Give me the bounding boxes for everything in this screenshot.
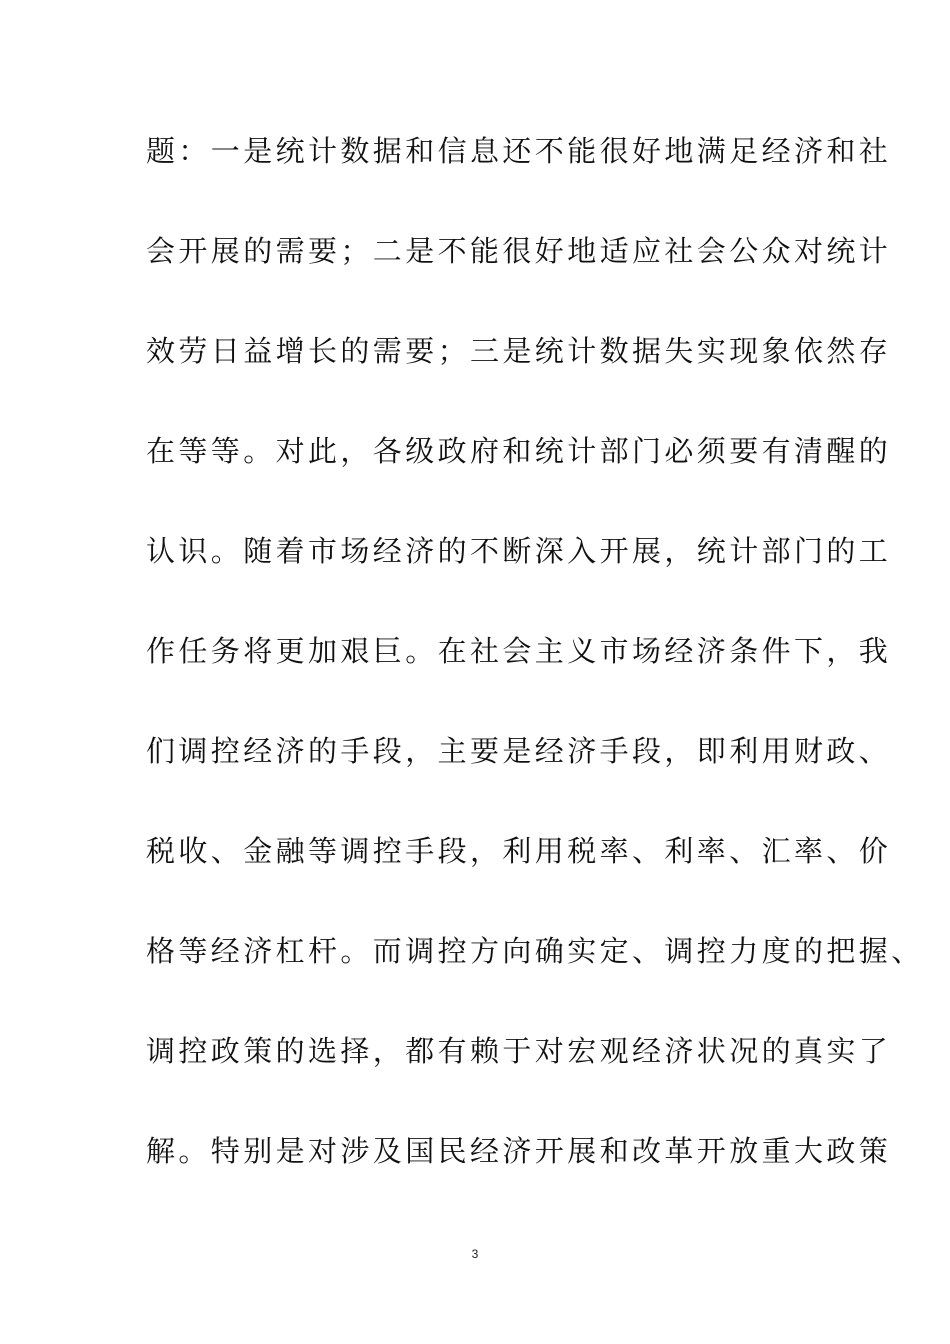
text-line: 效劳日益增长的需要；三是统计数据失实现象依然存 xyxy=(146,334,892,368)
text-line: 作任务将更加艰巨。在社会主义市场经济条件下，我 xyxy=(146,634,892,668)
text-line: 调控政策的选择，都有赖于对宏观经济状况的真实了 xyxy=(146,1034,892,1068)
text-line: 们调控经济的手段，主要是经济手段，即利用财政、 xyxy=(146,734,892,768)
text-line: 格等经济杠杆。而调控方向确实定、调控力度的把握、 xyxy=(146,934,924,968)
text-line: 认识。随着市场经济的不断深入开展，统计部门的工 xyxy=(146,534,892,568)
text-line: 题：一是统计数据和信息还不能很好地满足经济和社 xyxy=(146,134,892,168)
page-number: 3 xyxy=(471,1247,479,1261)
text-line: 会开展的需要；二是不能很好地适应社会公众对统计 xyxy=(146,234,892,268)
text-line: 解。特别是对涉及国民经济开展和改革开放重大政策 xyxy=(146,1134,892,1168)
body-text xyxy=(146,128,924,1228)
text-line: 在等等。对此，各级政府和统计部门必须要有清醒的 xyxy=(146,434,892,468)
text-line: 税收、金融等调控手段，利用税率、利率、汇率、价 xyxy=(146,834,892,868)
